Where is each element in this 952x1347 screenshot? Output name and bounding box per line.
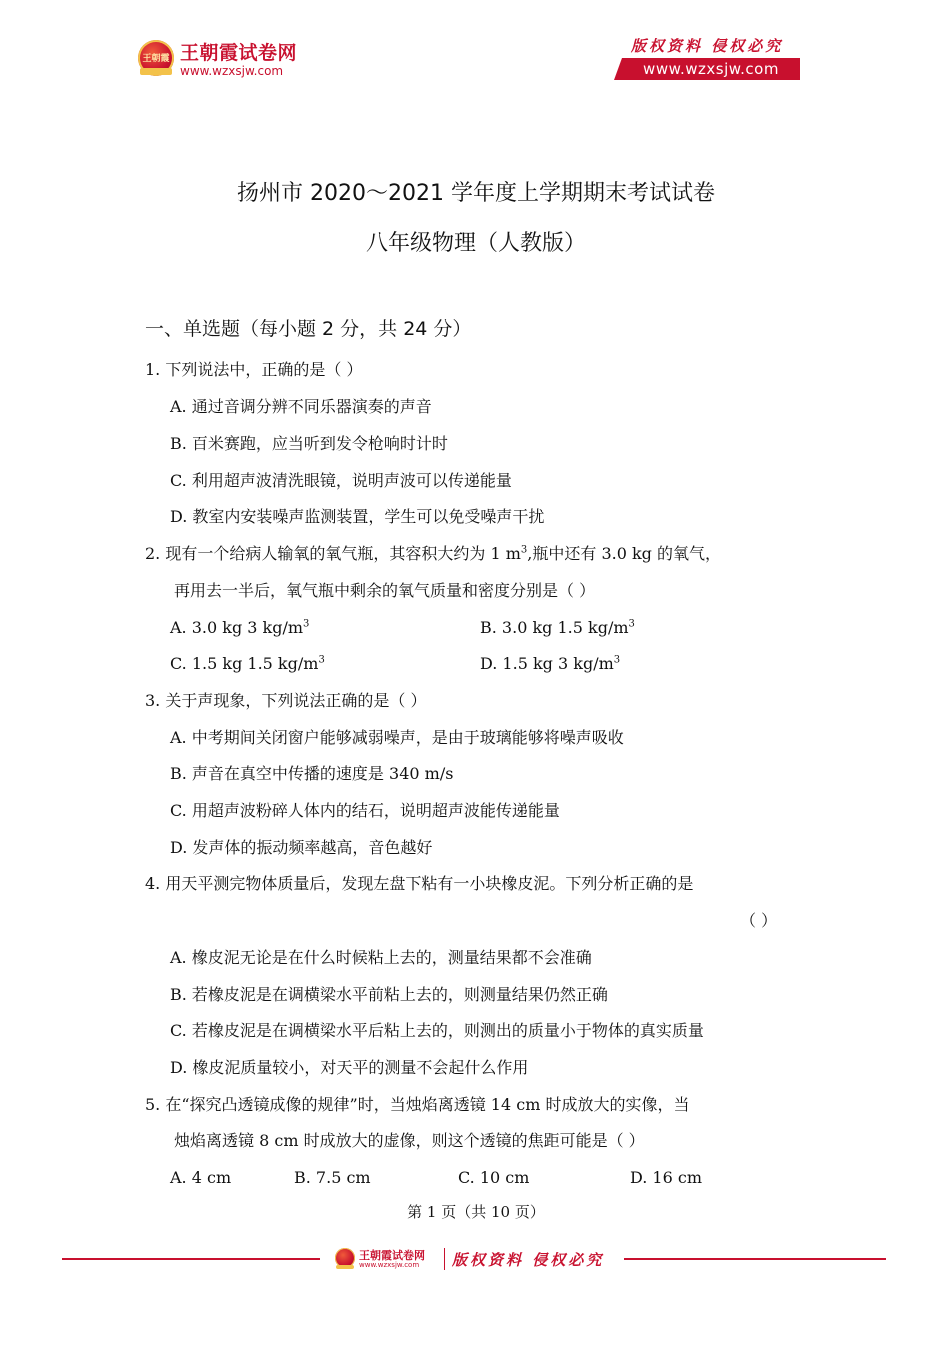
question-2-stem-line-1 — [145, 544, 721, 564]
question-1-option-a: A. 通过音调分辨不同乐器演奏的声音 — [170, 397, 432, 416]
question-1-option-b: B. 百米赛跑，应当听到发令枪响时计时 — [170, 434, 448, 453]
footer-copyright: 版权资料 侵权必究 — [452, 1251, 605, 1269]
question-2-option-a — [170, 618, 309, 638]
footer-logo-name: 王朝霞试卷网 — [359, 1249, 425, 1262]
site-logo — [138, 38, 308, 84]
question-2-option-b — [480, 618, 635, 638]
question-5-option-d: D. 16 cm — [630, 1168, 703, 1187]
seal-text: 王朝霞 — [142, 54, 170, 64]
superscript: 3 — [520, 544, 528, 556]
superscript: 3 — [613, 654, 621, 666]
question-2-option-d — [480, 654, 620, 674]
question-4-option-a: A. 橡皮泥无论是在什么时候粘上去的，测量结果都不会准确 — [170, 948, 592, 967]
footer-divider — [444, 1248, 445, 1270]
question-1-stem: 1. 下列说法中，正确的是（ ） — [145, 360, 363, 379]
question-5-stem-line-2: 烛焰离透镜 8 cm 时成放大的虚像，则这个透镜的焦距可能是（ ） — [174, 1131, 645, 1150]
question-3-stem: 3. 关于声现象，下列说法正确的是（ ） — [145, 691, 427, 710]
page-number: 第 1 页（共 10 页） — [407, 1203, 545, 1221]
question-4-option-b: B. 若橡皮泥是在调横梁水平前粘上去的，则测量结果仍然正确 — [170, 985, 608, 1004]
superscript: 3 — [628, 618, 635, 630]
question-2-stem-part-2: ,瓶中还有 3.0 kg 的氧气， — [527, 544, 721, 563]
question-5-option-c: C. 10 cm — [458, 1168, 530, 1187]
exam-title: 扬州市 2020～2021 学年度上学期期末考试试卷 — [237, 181, 715, 206]
question-4-answer-paren: （ ） — [740, 911, 778, 930]
question-1-option-d: D. 教室内安装噪声监测装置，学生可以免受噪声干扰 — [170, 507, 545, 526]
header-url-banner — [622, 58, 800, 80]
exam-subtitle: 八年级物理（人教版） — [365, 231, 586, 256]
option-text: B. 3.0 kg 1.5 kg/m — [480, 618, 629, 637]
ribbon-icon — [140, 68, 172, 75]
question-2-option-c — [170, 654, 325, 674]
footer-rule-left — [62, 1258, 320, 1260]
logo-url: www.wzxsjw.com — [180, 64, 284, 78]
question-3-option-b: B. 声音在真空中传播的速度是 340 m/s — [170, 764, 454, 783]
superscript: 3 — [303, 618, 310, 630]
question-4-stem: 4. 用天平测完物体质量后，发现左盘下粘有一小块橡皮泥。下列分析正确的是 — [145, 874, 694, 893]
footer-logo — [335, 1246, 445, 1274]
section-heading: 一、单选题（每小题 2 分，共 24 分） — [145, 318, 472, 340]
question-1-option-c: C. 利用超声波清洗眼镜，说明声波可以传递能量 — [170, 471, 512, 490]
question-5-option-b: B. 7.5 cm — [294, 1168, 371, 1187]
question-2-stem-line-2: 再用去一半后，氧气瓶中剩余的氧气质量和密度分别是（ ） — [174, 581, 596, 600]
question-5-option-a: A. 4 cm — [170, 1168, 232, 1187]
footer-logo-url: www.wzxsjw.com — [359, 1261, 420, 1269]
logo-name: 王朝霞试卷网 — [180, 42, 298, 64]
question-3-option-d: D. 发声体的振动频率越高，音色越好 — [170, 838, 433, 857]
option-text: C. 1.5 kg 1.5 kg/m — [170, 654, 319, 673]
footer-rule-right — [624, 1258, 886, 1260]
question-4-option-c: C. 若橡皮泥是在调横梁水平后粘上去的，则测出的质量小于物体的真实质量 — [170, 1021, 704, 1040]
option-text: D. 1.5 kg 3 kg/m — [480, 654, 614, 673]
ribbon-icon — [336, 1265, 354, 1269]
question-5-stem-line-1: 5. 在“探究凸透镜成像的规律”时，当烛焰离透镜 14 cm 时成放大的实像，当 — [145, 1095, 690, 1114]
question-3-option-c: C. 用超声波粉碎人体内的结石，说明超声波能传递能量 — [170, 801, 560, 820]
question-2-stem-part-1: 2. 现有一个给病人输氧的氧气瓶，其容积大约为 1 m — [145, 544, 521, 563]
question-4-option-d: D. 橡皮泥质量较小，对天平的测量不会起什么作用 — [170, 1058, 529, 1077]
question-3-option-a: A. 中考期间关闭窗户能够减弱噪声，是由于玻璃能够将噪声吸收 — [170, 728, 624, 747]
superscript: 3 — [318, 654, 325, 666]
header-copyright: 版权资料 侵权必究 — [631, 37, 784, 55]
option-text: A. 3.0 kg 3 kg/m — [170, 618, 304, 637]
header-url-text: www.wzxsjw.com — [643, 60, 779, 78]
